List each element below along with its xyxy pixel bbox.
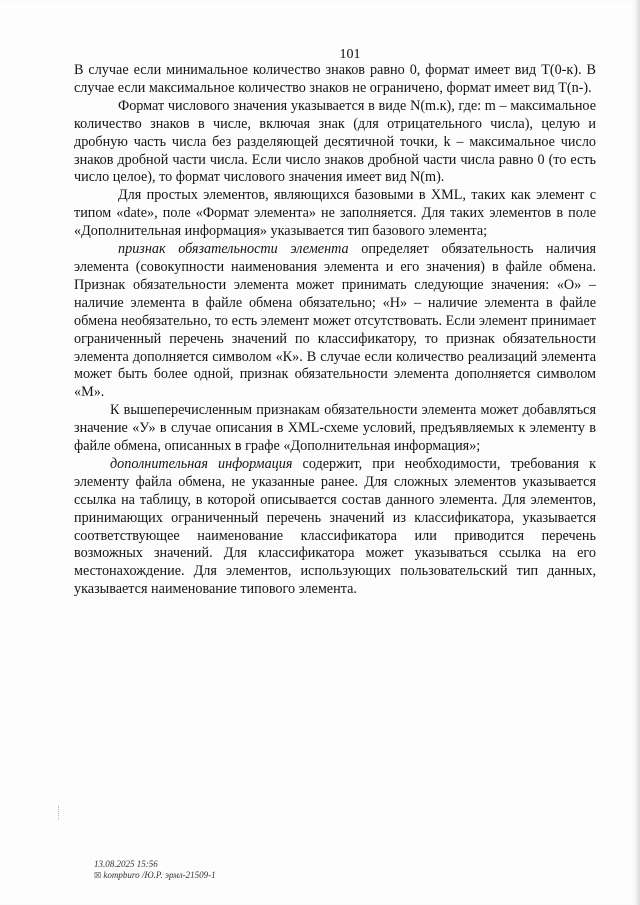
print-stamp: kompburo /Ю.Р. эрмл-21509-1 (103, 870, 216, 880)
checkbox-icon: ☒ (94, 871, 102, 880)
paragraph-numeric-format: Формат числового значения указывается в виде N(m.к), где: m – максимальное количество знаков в числе, включая знак (для отрицательного числа), целую и дробную часть числа без разделяющей десятичной точки, k – максимальное число знаков дробной части числа. Если число знаков дробной части числа равно 0 (то есть число целое), то формат числового значения имеет вид N(m). (74, 97, 596, 186)
scan-edge-mark (58, 806, 60, 820)
print-footer (94, 859, 216, 881)
paragraph-additional-info (74, 456, 596, 599)
term-mandatory-flag: признак обязательности элемента (118, 241, 349, 258)
paragraph-condition-value: К вышеперечисленным признакам обязательности элемента может добавляться значение «У» в случае описания в XML-схеме условий, предъявляемых к элементу в файле обмена, описанных в графе «Дополнительная информация»; (74, 402, 596, 455)
paragraph-simple-elements: Для простых элементов, являющихся базовыми в XML, таких как элемент с типом «date», поле «Формат элемента» не заполняется. Для таких элементов в поле «Дополнительная информация» указывается тип базового элемента; (74, 187, 596, 240)
page-number: 101 (339, 47, 361, 62)
term-additional-info: дополнительная информация (110, 455, 293, 472)
paragraph-mandatory-flag (74, 241, 596, 402)
additional-info-description: содержит, при необходимости, требования к элементу файла обмена, не указанные ранее. Для сложных элементов указывается ссылка на таблицу, в которой описывается состав данного элемента. Для элементов, принимающих ограниченный перечень значений из классификатора, указывается соответствующее наименование классификатора или приводится перечень возможных значений. Для классификатора может указываться ссылка на его местонахождение. Для элементов, использующих пользовательский тип данных, указывается наименование типового элемента. (74, 455, 596, 598)
document-body (74, 62, 596, 599)
print-stamp-line (94, 870, 216, 881)
mandatory-flag-description: определяет обязательность наличия элемента (совокупности наименования элемента и его значения) в файле обмена. Признак обязательности элемента может принимать следующие значения: «О» – наличие элемента в файле обмена обязательно; «Н» – наличие элемента в файле обмена необязательно, то есть элемент может отсутствовать. Если элемент принимает ограниченный перечень значений по классификатору, то признак обязательности элемента дополняется символом «К». В случае если количество реализаций элемента может быть более одной, признак обязательности элемента дополняется символом «М». (74, 241, 596, 401)
paragraph-format-text: В случае если минимальное количество знаков равно 0, формат имеет вид T(0-к). В случае если максимальное количество знаков не ограничено, формат имеет вид T(n-). (74, 62, 596, 96)
print-date: 13.08.2025 15:56 (94, 859, 158, 869)
